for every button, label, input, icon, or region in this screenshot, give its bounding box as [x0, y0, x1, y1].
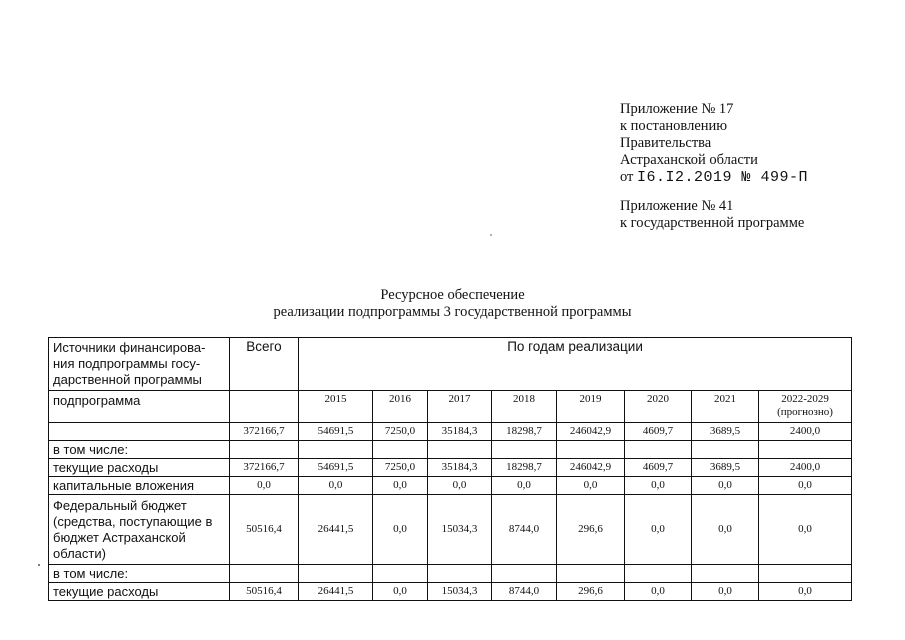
value-cell: 7250,0: [373, 459, 428, 477]
value-cell: 0,0: [373, 477, 428, 495]
appendix-line: Приложение № 41: [620, 198, 734, 214]
header-row: [49, 338, 852, 391]
year-cell: 2021: [692, 391, 759, 423]
value-cell: [428, 565, 492, 583]
value-cell: [492, 565, 557, 583]
value-cell: 0,0: [625, 477, 692, 495]
value-cell: 35184,3: [428, 459, 492, 477]
value-cell: [428, 441, 492, 459]
value-cell: 2400,0: [759, 459, 852, 477]
row-label: текущие расходы: [49, 583, 230, 601]
year-cell: [230, 391, 299, 423]
value-cell: 246042,9: [557, 423, 625, 441]
value-cell: 3689,5: [692, 459, 759, 477]
table-row: [49, 495, 852, 565]
value-cell: 18298,7: [492, 459, 557, 477]
forecast-note: (прогнозно): [777, 406, 833, 418]
value-cell: 7250,0: [373, 423, 428, 441]
value-cell: 0,0: [692, 495, 759, 565]
scan-speck: [38, 564, 40, 566]
value-cell: 0,0: [625, 495, 692, 565]
value-cell: 35184,3: [428, 423, 492, 441]
value-cell: 372166,7: [230, 423, 299, 441]
date-prefix: от: [620, 169, 634, 185]
value-cell: 0,0: [759, 477, 852, 495]
table-row: [49, 565, 852, 583]
title-line-2: реализации подпрограммы 3 государственной программы: [273, 304, 632, 320]
value-cell: 0,0: [557, 477, 625, 495]
resource-table: [48, 337, 852, 601]
table-row: [49, 441, 852, 459]
value-cell: [759, 565, 852, 583]
value-cell: [299, 441, 373, 459]
value-cell: 4609,7: [625, 459, 692, 477]
value-cell: [759, 441, 852, 459]
year-cell: 2015: [299, 391, 373, 423]
value-cell: 4609,7: [625, 423, 692, 441]
value-cell: [299, 565, 373, 583]
value-cell: 26441,5: [299, 495, 373, 565]
value-cell: 0,0: [692, 477, 759, 495]
sources-header: Источники финансирова-ния подпрограммы госу-дарственной программы: [49, 338, 230, 391]
row-label: капитальные вложения: [49, 477, 230, 495]
value-cell: 0,0: [492, 477, 557, 495]
value-cell: 0,0: [230, 477, 299, 495]
value-cell: [557, 565, 625, 583]
value-cell: [230, 441, 299, 459]
appendix-line: к постановлению: [620, 118, 728, 134]
value-cell: 15034,3: [428, 495, 492, 565]
value-cell: 0,0: [299, 477, 373, 495]
document-title: [0, 287, 905, 321]
value-cell: [373, 441, 428, 459]
value-cell: 372166,7: [230, 459, 299, 477]
value-cell: 18298,7: [492, 423, 557, 441]
value-cell: [692, 441, 759, 459]
appendix-date-line: [620, 169, 808, 186]
value-cell: [692, 565, 759, 583]
value-cell: [230, 565, 299, 583]
appendix-line: Правительства: [620, 135, 712, 151]
year-cell: 2016: [373, 391, 428, 423]
value-cell: 296,6: [557, 583, 625, 601]
appendix-line: Приложение № 17: [620, 101, 734, 117]
table-row: [49, 583, 852, 601]
value-cell: 246042,9: [557, 459, 625, 477]
value-cell: [373, 565, 428, 583]
value-cell: 0,0: [759, 583, 852, 601]
row-label: текущие расходы: [49, 459, 230, 477]
value-cell: [492, 441, 557, 459]
year-cell-forecast: [759, 391, 852, 423]
value-cell: [625, 565, 692, 583]
value-cell: 0,0: [428, 477, 492, 495]
value-cell: [557, 441, 625, 459]
years-row: [49, 391, 852, 423]
year-cell: 2018: [492, 391, 557, 423]
row-label: в том числе:: [49, 441, 230, 459]
value-cell: 54691,5: [299, 459, 373, 477]
value-cell: 50516,4: [230, 583, 299, 601]
row-label: [49, 423, 230, 441]
table-row: [49, 459, 852, 477]
year-cell: 2019: [557, 391, 625, 423]
value-cell: [625, 441, 692, 459]
value-cell: 0,0: [625, 583, 692, 601]
value-cell: 3689,5: [692, 423, 759, 441]
value-cell: 8744,0: [492, 583, 557, 601]
value-cell: 50516,4: [230, 495, 299, 565]
total-header: Всего: [230, 338, 299, 391]
value-cell: 15034,3: [428, 583, 492, 601]
title-line-1: Ресурсное обеспечение: [380, 287, 525, 303]
appendix-line: к государственной программе: [620, 215, 805, 231]
value-cell: 0,0: [692, 583, 759, 601]
row-label: Федеральный бюджет (средства, поступающие в бюджет Астраханской области): [49, 495, 230, 565]
value-cell: 0,0: [373, 495, 428, 565]
table-row: [49, 423, 852, 441]
value-cell: 0,0: [373, 583, 428, 601]
scan-speck: [490, 234, 492, 236]
subprogram-label: подпрограмма: [49, 391, 230, 423]
appendix-line: Астраханской области: [620, 152, 758, 168]
value-cell: 26441,5: [299, 583, 373, 601]
value-cell: 54691,5: [299, 423, 373, 441]
year-cell: 2017: [428, 391, 492, 423]
by-years-header: По годам реализации: [299, 338, 852, 391]
year-range: 2022-2029: [781, 393, 829, 405]
row-label: в том числе:: [49, 565, 230, 583]
value-cell: 8744,0: [492, 495, 557, 565]
value-cell: 2400,0: [759, 423, 852, 441]
date-stamp: I6.I2.2019 № 499-П: [637, 169, 809, 186]
value-cell: 0,0: [759, 495, 852, 565]
appendix-block: [620, 101, 808, 232]
value-cell: 296,6: [557, 495, 625, 565]
year-cell: 2020: [625, 391, 692, 423]
table-row: [49, 477, 852, 495]
